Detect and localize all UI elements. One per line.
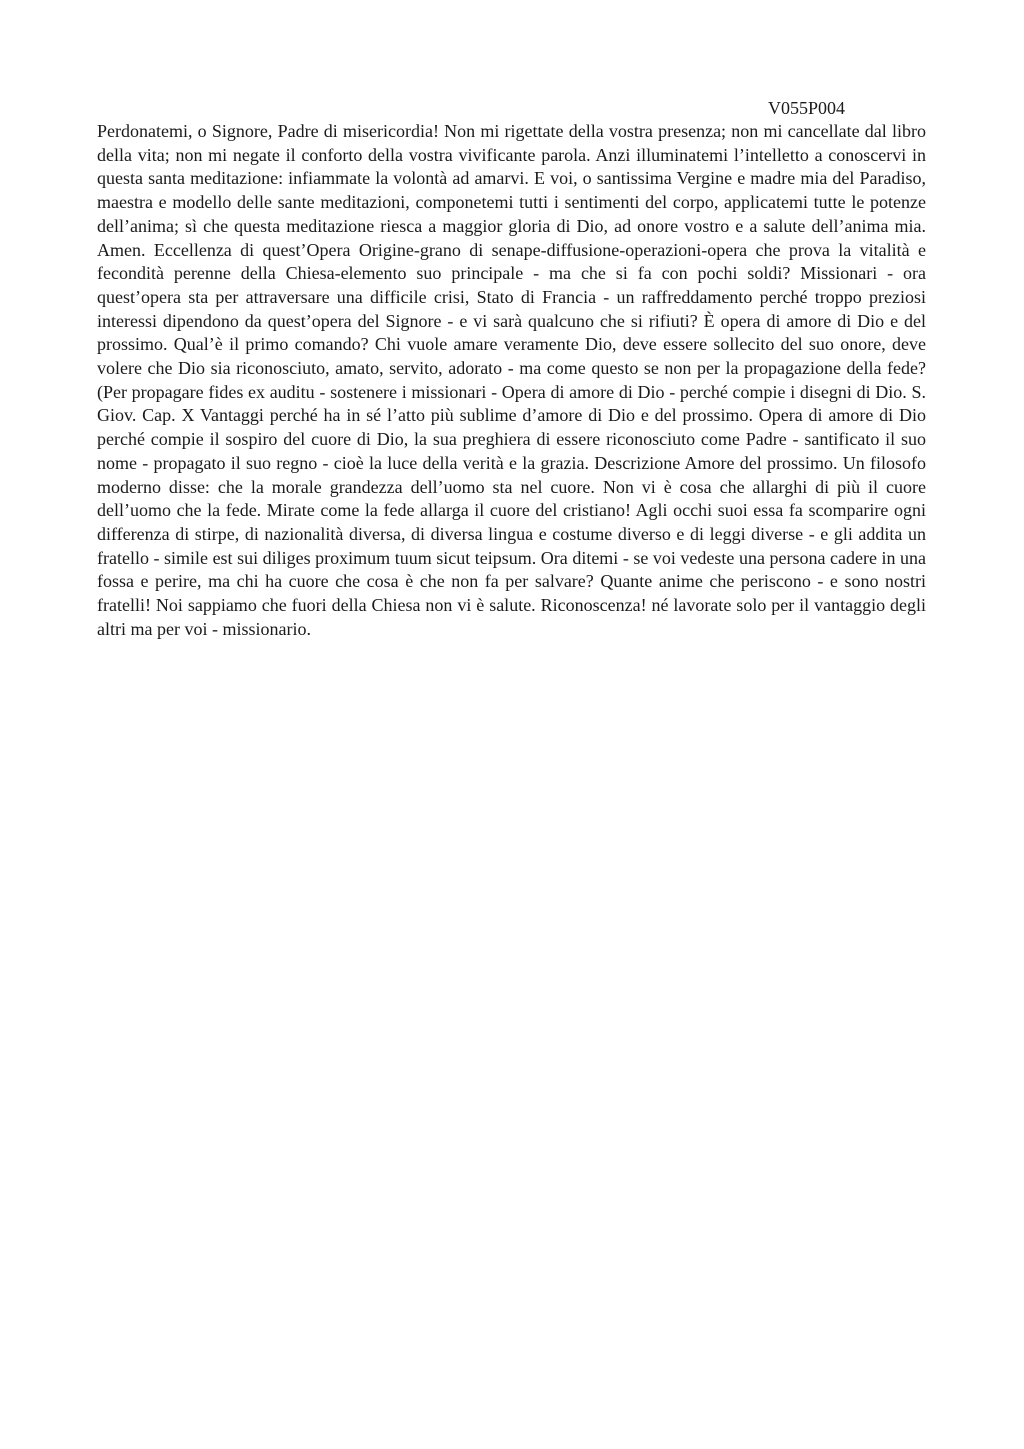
page-identifier: V055P004 bbox=[768, 98, 846, 118]
body-paragraph: Perdonatemi, o Signore, Padre di misericordia! Non mi rigettate della vostra presenza; non mi cancellate dal libro della vita; non mi negate il conforto della vostra vivificante parola. Anzi illuminatemi l’intelletto a conoscervi in questa santa meditazione: infiammate la volontà ad amarvi. E voi, o santissima Vergine e madre mia del Paradiso, maestra e modello delle sante meditazioni, componetemi tutti i sentimenti del corpo, applicatemi tutte le potenze dell’anima; sì che questa meditazione riesca a maggior gloria di Dio, ad onore vostro e a salute dell’anima mia. Amen. Eccellenza di quest’Opera Origine-grano di senape-diffusione-operazioni-opera che prova la vitalità e fecondità perenne della Chiesa-elemento suo principale - ma che si fa con pochi soldi? Missionari - ora quest’opera sta per attraversare una difficile crisi, Stato di Francia - un raffreddamento perché troppo preziosi interessi dipendono da quest’opera del Signore - e vi sarà qualcuno che si rifiuti? È opera di amore di Dio e del prossimo. Qual’è il primo comando? Chi vuole amare veramente Dio, deve essere sollecito del suo onore, deve volere che Dio sia riconosciuto, amato, servito, adorato - ma come questo se non per la propagazione della fede? (Per propagare fides ex auditu - sostenere i missionari - Opera di amore di Dio - perché compie i disegni di Dio. S. Giov. Cap. X Vantaggi perché ha in sé l’atto più sublime d’amore di Dio e del prossimo. Opera di amore di Dio perché compie il sospiro del cuore di Dio, la sua preghiera di essere riconosciuto come Padre - santificato il suo nome - propagato il suo regno - cioè la luce della verità e la grazia. Descrizione Amore del prossimo. Un filosofo moderno disse: che la morale grandezza dell’uomo sta nel cuore. Non vi è cosa che allarghi di più il cuore dell’uomo che la fede. Mirate come la fede allarga il cuore del cristiano! Agli occhi suoi essa fa scomparire ogni differenza di stirpe, di nazionalità diversa, di diversa lingua e costume diverso e di leggi diverse - e gli addita un fratello - simile est sui diliges proximum tuum sicut teipsum. Ora ditemi - se voi vedeste una persona cadere in una fossa e perire, ma chi ha cuore che cosa è che non fa per salvare? Quante anime che periscono - e sono nostri fratelli! Noi sappiamo che fuori della Chiesa non vi è salute. Riconoscenza! né lavorate solo per il vantaggio degli altri ma per voi - missionario. bbox=[97, 121, 926, 639]
